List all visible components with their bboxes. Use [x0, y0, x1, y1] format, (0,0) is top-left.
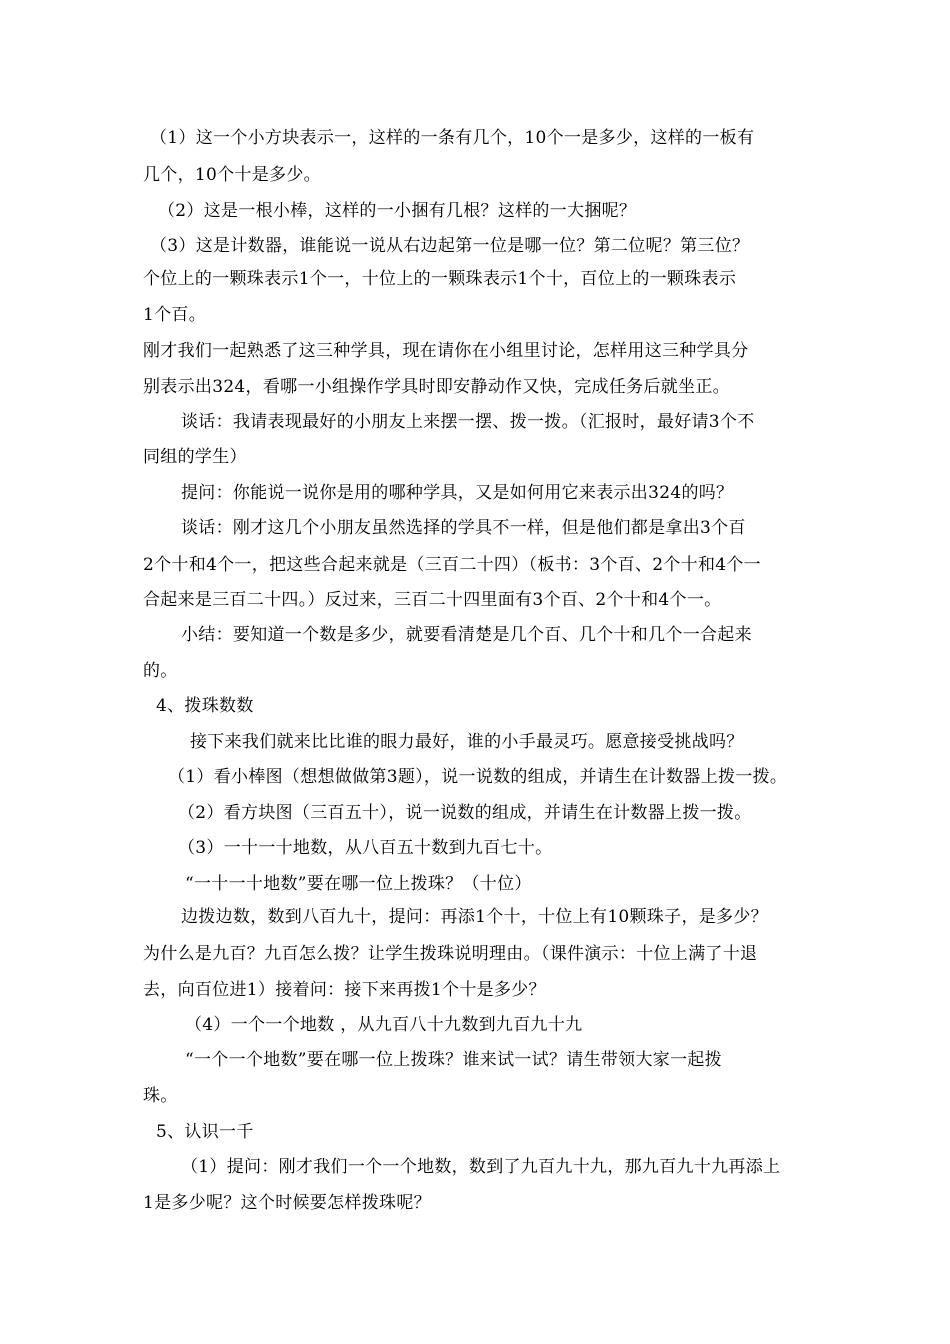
paragraph-line: （1）这一个小方块表示一，这样的一条有几个，10个一是多少，这样的一板有	[150, 128, 755, 148]
paragraph-line: 的。	[143, 661, 178, 681]
paragraph-line: 小结：要知道一个数是多少，就要看清楚是几个百、几个十和几个一合起来	[181, 625, 752, 645]
paragraph-line: 同组的学生）	[143, 447, 247, 467]
paragraph-line: （2）看方块图（三百五十），说一说数的组成，并请生在计数器上拨一拨。	[178, 803, 752, 823]
paragraph-line: 个位上的一颗珠表示1个一，十位上的一颗珠表示1个十，百位上的一颗珠表示	[143, 269, 737, 289]
paragraph-line: 去，向百位进1）接着问：接下来再拨1个十是多少？	[143, 980, 546, 1000]
paragraph-line: 接下来我们就来比比谁的眼力最好，谁的小手最灵巧。愿意接受挑战吗？	[190, 732, 744, 752]
paragraph-line: （1）提问：刚才我们一个一个地数，数到了九百九十九，那九百九十九再添上	[181, 1157, 781, 1177]
paragraph-line: 2个十和4个一，把这些合起来就是（三百二十四）（板书：3个百、2个十和4个一	[143, 555, 761, 575]
paragraph-line: 为什么是九百？九百怎么拨？让学生拨珠说明理由。（课件演示：十位上满了十退	[143, 944, 758, 964]
paragraph-line: “一个一个地数”要在哪一位上拨珠？谁来试一试？请生带领大家一起拨	[185, 1050, 722, 1070]
paragraph-line: 别表示出324，看哪一小组操作学具时即安静动作又快，完成任务后就坐正。	[143, 377, 730, 397]
paragraph-line: （3）这是计数器，谁能说一说从右边起第一位是哪一位？第二位呢？第三位？	[150, 236, 750, 256]
paragraph-line: 合起来是三百二十四。）反过来，三百二十四里面有3个百、2个十和4个一。	[143, 590, 722, 610]
section-heading: 4、拨珠数数	[156, 696, 254, 716]
paragraph-line: “一十一十地数”要在哪一位上拨珠？（十位）	[185, 874, 532, 894]
paragraph-line: 刚才我们一起熟悉了这三种学具，现在请你在小组里讨论，怎样用这三种学具分	[143, 341, 749, 361]
paragraph-line: （1）看小棒图（想想做做第3题），说一说数的组成，并请生在计数器上拨一拨。	[168, 767, 788, 787]
paragraph-line: 珠。	[143, 1086, 178, 1106]
paragraph-line: 几个，10个十是多少。	[143, 165, 321, 185]
paragraph-line: 谈话：刚才这几个小朋友虽然选择的学具不一样，但是他们都是拿出3个百	[181, 518, 746, 538]
paragraph-line: （2）这是一根小棒，这样的一小捆有几根？这样的一大捆呢？	[158, 201, 637, 221]
section-heading: 5、认识一千	[156, 1122, 254, 1142]
paragraph-line: （4）一个一个地数 ，从九百八十九数到九百九十九	[185, 1015, 583, 1035]
paragraph-line: 1个百。	[143, 305, 207, 325]
paragraph-line: （3）一十一十地数，从八百五十数到九百七十。	[178, 838, 553, 858]
paragraph-line: 谈话：我请表现最好的小朋友上来摆一摆、拨一拨。（汇报时，最好请3个不	[181, 412, 755, 432]
paragraph-line: 1是多少呢？这个时候要怎样拨珠呢？	[143, 1193, 431, 1213]
paragraph-line: 边拨边数，数到八百九十，提问：再添1个十，十位上有10颗珠子，是多少？	[181, 907, 768, 927]
paragraph-line: 提问：你能说一说你是用的哪种学具，又是如何用它来表示出324的吗？	[181, 483, 734, 503]
